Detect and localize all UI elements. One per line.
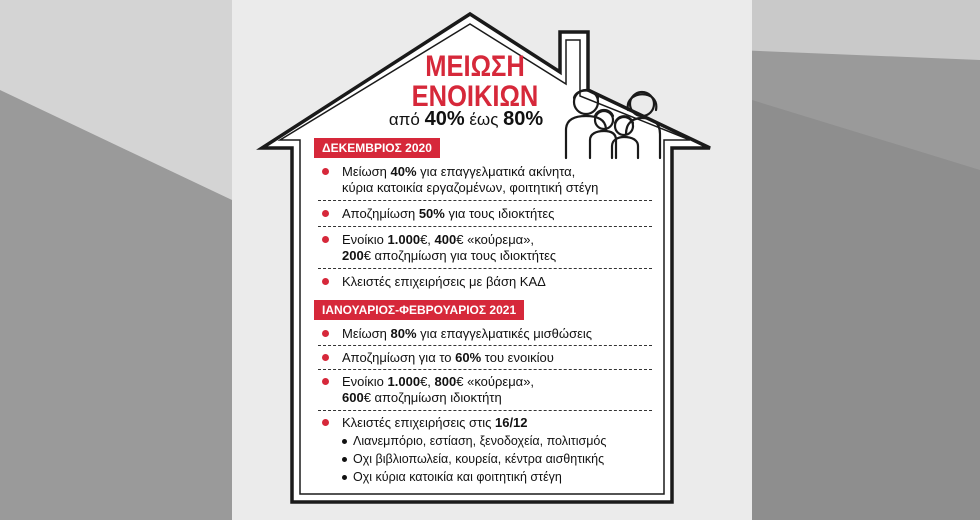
item-text: € «κούρεμα»,: [456, 374, 535, 389]
bullet-dot-icon: [322, 330, 329, 337]
item-highlight: 60%: [455, 350, 482, 365]
item-highlight: 50%: [418, 206, 445, 221]
dashed-divider: [318, 200, 652, 201]
bullet-dot-icon: [322, 210, 329, 217]
item-text: € «κούρεμα»,: [456, 232, 535, 247]
bullet-dot-icon: [322, 378, 329, 385]
bullet-dot-icon: [322, 168, 329, 175]
family-icon: [560, 80, 670, 160]
bullet-dot-icon: [342, 439, 347, 444]
item-highlight: 600: [342, 390, 364, 405]
item-text: € αποζημίωση ιδιοκτήτη: [363, 390, 502, 405]
item-text: του ενοικίου: [481, 350, 554, 365]
item-highlight: 40%: [390, 164, 417, 179]
item-text: Κλειστές επιχειρήσεις με βάση ΚΑΔ: [342, 274, 546, 289]
dashed-divider: [318, 226, 652, 227]
subtitle-from: 40%: [424, 108, 465, 130]
item-text: για επαγγελματικές μισθώσεις: [416, 326, 593, 341]
main-title: [394, 52, 556, 112]
item-text: € αποζημίωση για τους ιδιοκτήτες: [363, 248, 557, 263]
item-text: Κλειστές επιχειρήσεις στις: [342, 415, 495, 430]
subtitle-middle: έως: [469, 110, 499, 129]
sub-item-text: Οχι κύρια κατοικία και φοιτητική στέγη: [353, 470, 562, 484]
item-highlight: 80%: [390, 326, 417, 341]
sub-list-item: [342, 433, 662, 449]
bullet-dot-icon: [322, 236, 329, 243]
item-text: Μείωση: [342, 326, 391, 341]
subtitle-prefix: από: [388, 110, 420, 129]
bullet-dot-icon: [322, 354, 329, 361]
item-highlight: 1.000: [387, 232, 421, 247]
dashed-divider: [318, 410, 652, 411]
sub-item-text: Λιανεμπόριο, εστίαση, ξενοδοχεία, πολιτισμός: [353, 434, 607, 448]
item-text: Μείωση: [342, 164, 391, 179]
sub-list-item: [342, 451, 662, 467]
subtitle-to: 80%: [503, 108, 544, 130]
bullet-dot-icon: [342, 457, 347, 462]
item-text: €,: [420, 232, 435, 247]
title-line-2: ΕΝΟΙΚΙΩΝ: [411, 80, 539, 113]
dashed-divider: [318, 369, 652, 370]
section-heading-december-2020: ΔΕΚΕΜΒΡΙΟΣ 2020: [314, 138, 440, 158]
item-text: για επαγγελματικά ακίνητα,: [416, 164, 576, 179]
section-heading-jan-feb-2021: ΙΑΝΟΥΑΡΙΟΣ-ΦΕΒΡΟΥΑΡΙΟΣ 2021: [314, 300, 524, 320]
item-text: κύρια κατοικία εργαζομένων, φοιτητική στέγη: [342, 180, 599, 195]
sub-list-item: [342, 469, 662, 485]
bullet-dot-icon: [322, 419, 329, 426]
item-text: €,: [420, 374, 435, 389]
item-highlight: 400: [434, 232, 457, 247]
item-highlight: 200: [342, 248, 364, 263]
title-line-1: ΜΕΙΩΣΗ: [425, 50, 525, 83]
item-text: Αποζημίωση για το: [342, 350, 456, 365]
item-text: Ενοίκιο: [342, 232, 388, 247]
dashed-divider: [318, 268, 652, 269]
item-text: Αποζημίωση: [342, 206, 419, 221]
item-highlight: 16/12: [494, 415, 528, 430]
sub-item-text: Οχι βιβλιοπωλεία, κουρεία, κέντρα αισθητικής: [353, 452, 605, 466]
item-text: για τους ιδιοκτήτες: [444, 206, 555, 221]
item-highlight: 1.000: [387, 374, 421, 389]
bullet-dot-icon: [342, 475, 347, 480]
bullet-dot-icon: [322, 278, 329, 285]
dashed-divider: [318, 345, 652, 346]
item-highlight: 800: [434, 374, 457, 389]
subtitle: [366, 108, 566, 131]
item-text: Ενοίκιο: [342, 374, 388, 389]
